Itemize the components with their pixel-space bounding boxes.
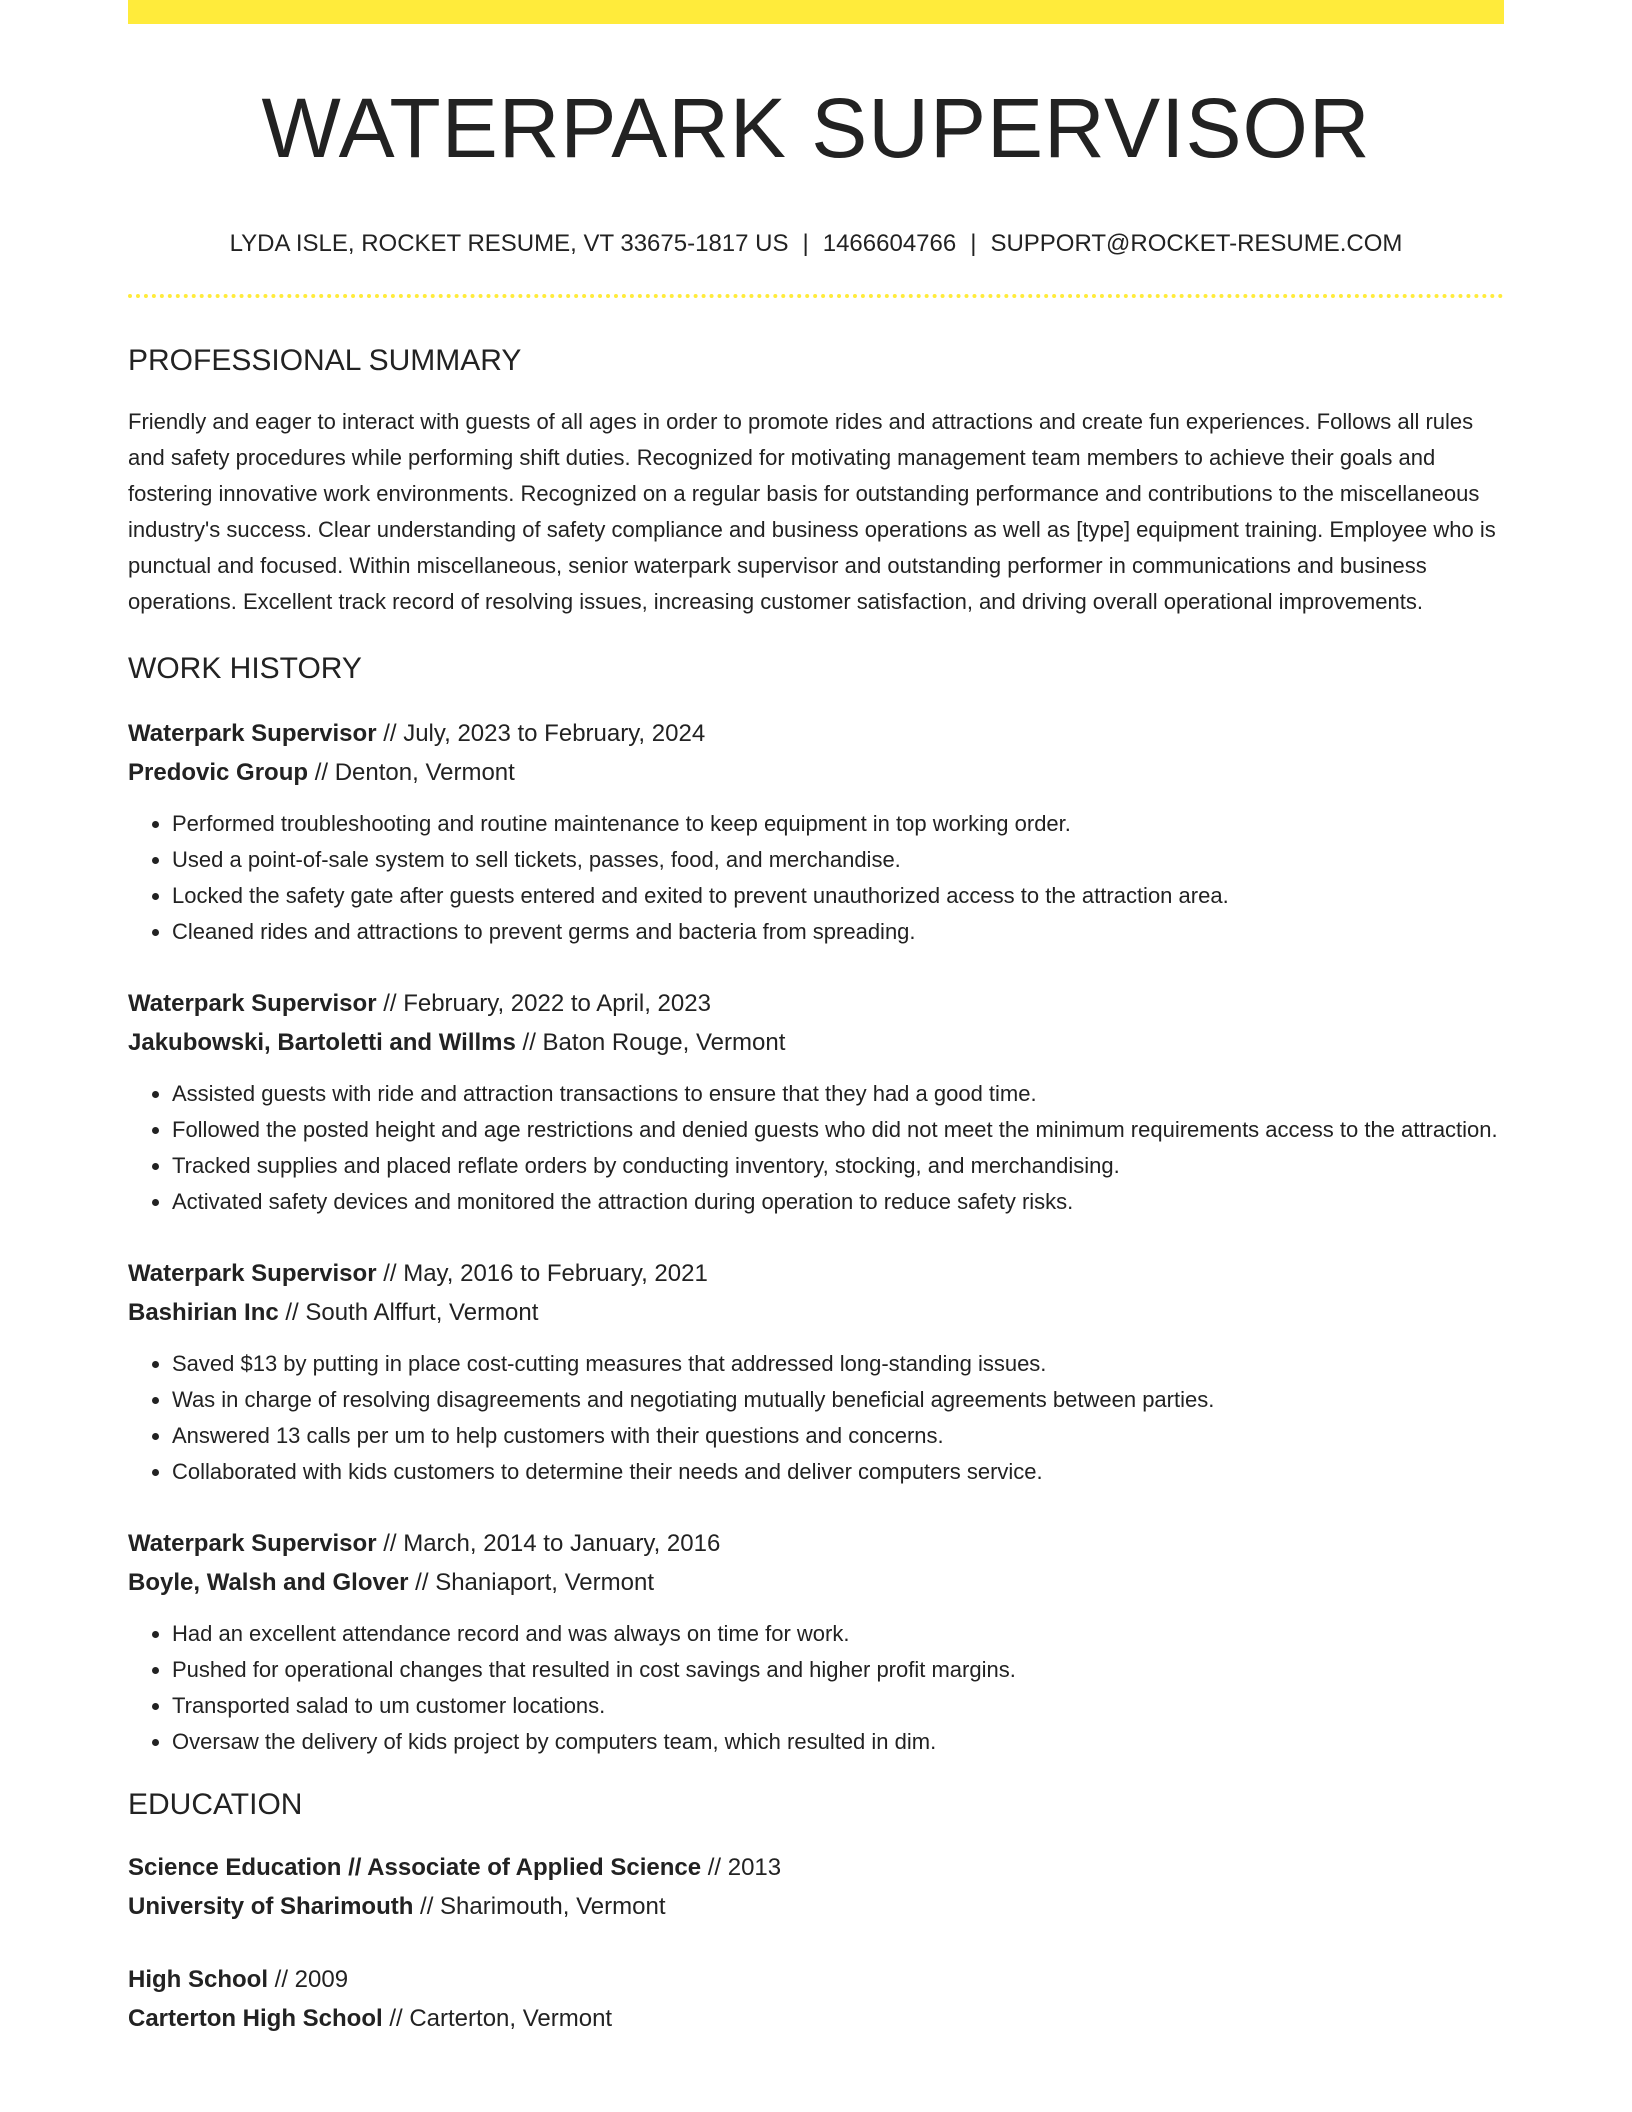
work-history-heading: WORK HISTORY	[128, 652, 362, 685]
list-item: • Used a point-of-sale system to sell tickets, passes, food, and merchandise.	[172, 842, 1504, 878]
job-company: Boyle, Walsh and Glover	[128, 1569, 409, 1596]
education-entry	[128, 1848, 1504, 1926]
job-dates: // February, 2022 to April, 2023	[376, 990, 711, 1017]
education-entry	[128, 1960, 1504, 2038]
dotted-divider	[128, 294, 1504, 298]
education-degree: Science Education // Associate of Applied Science	[128, 1854, 702, 1881]
education-year: // 2009	[268, 1966, 349, 1993]
job-location: // Denton, Vermont	[308, 759, 515, 786]
contact-email: SUPPORT@ROCKET-RESUME.COM	[990, 230, 1403, 257]
education-school: University of Sharimouth	[128, 1893, 414, 1920]
list-item: • Cleaned rides and attractions to prevent germs and bacteria from spreading.	[172, 914, 1504, 950]
resume-title: WATERPARK SUPERVISOR	[261, 81, 1371, 175]
job-dates: // May, 2016 to February, 2021	[376, 1260, 708, 1287]
job-role: Waterpark Supervisor	[128, 720, 377, 747]
list-item: • Followed the posted height and age restrictions and denied guests who did not meet the minimum requirements access to the attraction.	[172, 1112, 1504, 1148]
job-location: // Baton Rouge, Vermont	[515, 1029, 786, 1056]
work-history-list	[128, 714, 1504, 1760]
education-list	[128, 1848, 1504, 2038]
job-entry	[128, 714, 1504, 950]
list-item: • Pushed for operational changes that resulted in cost savings and higher profit margins.	[172, 1652, 1504, 1688]
list-item: • Had an excellent attendance record and was always on time for work.	[172, 1616, 1504, 1652]
job-dates: // July, 2023 to February, 2024	[376, 720, 706, 747]
education-heading: EDUCATION	[128, 1788, 303, 1821]
job-company-line	[128, 1293, 1504, 1332]
contact-line	[128, 232, 1504, 256]
contact-phone: 1466604766	[822, 230, 957, 257]
list-item: • Collaborated with kids customers to determine their needs and deliver computers service.	[172, 1454, 1504, 1490]
job-entry	[128, 984, 1504, 1220]
resume-page	[128, 0, 1504, 2038]
contact-separator: |	[802, 230, 809, 257]
job-company-line	[128, 1023, 1504, 1062]
list-item: • Tracked supplies and placed reflate orders by conducting inventory, stocking, and merchandising.	[172, 1148, 1504, 1184]
job-company: Predovic Group	[128, 759, 309, 786]
job-role-line	[128, 984, 1504, 1023]
job-role-line	[128, 1254, 1504, 1293]
job-company: Bashirian Inc	[128, 1299, 279, 1326]
list-item: • Transported salad to um customer locations.	[172, 1688, 1504, 1724]
job-role: Waterpark Supervisor	[128, 990, 377, 1017]
education-degree-line	[128, 1960, 1504, 1999]
contact-separator: |	[970, 230, 977, 257]
education-school-line	[128, 1999, 1504, 2038]
job-bullets	[128, 1616, 1504, 1760]
education-year: // 2013	[701, 1854, 782, 1881]
contact-address: LYDA ISLE, ROCKET RESUME, VT 33675-1817 US	[229, 230, 789, 257]
education-location: // Carterton, Vermont	[382, 2005, 613, 2032]
education-degree-line	[128, 1848, 1504, 1887]
job-bullets	[128, 1076, 1504, 1220]
education-degree: High School	[128, 1966, 268, 1993]
list-item: • Saved $13 by putting in place cost-cutting measures that addressed long-standing issues.	[172, 1346, 1504, 1382]
job-bullets	[128, 1346, 1504, 1490]
job-entry	[128, 1524, 1504, 1760]
list-item: • Was in charge of resolving disagreements and negotiating mutually beneficial agreements between parties.	[172, 1382, 1504, 1418]
summary-heading: PROFESSIONAL SUMMARY	[128, 344, 522, 377]
list-item: • Oversaw the delivery of kids project by computers team, which resulted in dim.	[172, 1724, 1504, 1760]
job-role: Waterpark Supervisor	[128, 1530, 377, 1557]
education-location: // Sharimouth, Vermont	[413, 1893, 666, 1920]
list-item: • Performed troubleshooting and routine maintenance to keep equipment in top working order.	[172, 806, 1504, 842]
education-school-line	[128, 1887, 1504, 1926]
job-bullets	[128, 806, 1504, 950]
job-location: // Shaniaport, Vermont	[408, 1569, 654, 1596]
list-item: • Answered 13 calls per um to help customers with their questions and concerns.	[172, 1418, 1504, 1454]
summary-text: Friendly and eager to interact with guests of all ages in order to promote rides and attractions and create fun experiences. Follows all rules and safety procedures while performing shift duties. Recognized for motivating management team members to achieve their goals and fostering innovative work environments. Recognized on a regular basis for outstanding performance and contributions to the miscellaneous industry's success. Clear understanding of safety compliance and business operations as well as [type] equipment training. Employee who is punctual and focused. Within miscellaneous, senior waterpark supervisor and outstanding performer in communications and business operations. Excellent track record of resolving issues, increasing customer satisfaction, and driving overall operational improvements.	[128, 409, 1496, 614]
job-role-line	[128, 1524, 1504, 1563]
job-company-line	[128, 1563, 1504, 1602]
job-entry	[128, 1254, 1504, 1490]
list-item: • Assisted guests with ride and attraction transactions to ensure that they had a good time.	[172, 1076, 1504, 1112]
job-role-line	[128, 714, 1504, 753]
list-item: • Activated safety devices and monitored the attraction during operation to reduce safety risks.	[172, 1184, 1504, 1220]
job-role: Waterpark Supervisor	[128, 1260, 377, 1287]
job-company: Jakubowski, Bartoletti and Willms	[128, 1029, 516, 1056]
job-dates: // March, 2014 to January, 2016	[376, 1530, 721, 1557]
top-accent-bar	[128, 0, 1504, 24]
job-company-line	[128, 753, 1504, 792]
job-location: // South Alffurt, Vermont	[278, 1299, 539, 1326]
list-item: • Locked the safety gate after guests entered and exited to prevent unauthorized access to the attraction area.	[172, 878, 1504, 914]
education-school: Carterton High School	[128, 2005, 383, 2032]
